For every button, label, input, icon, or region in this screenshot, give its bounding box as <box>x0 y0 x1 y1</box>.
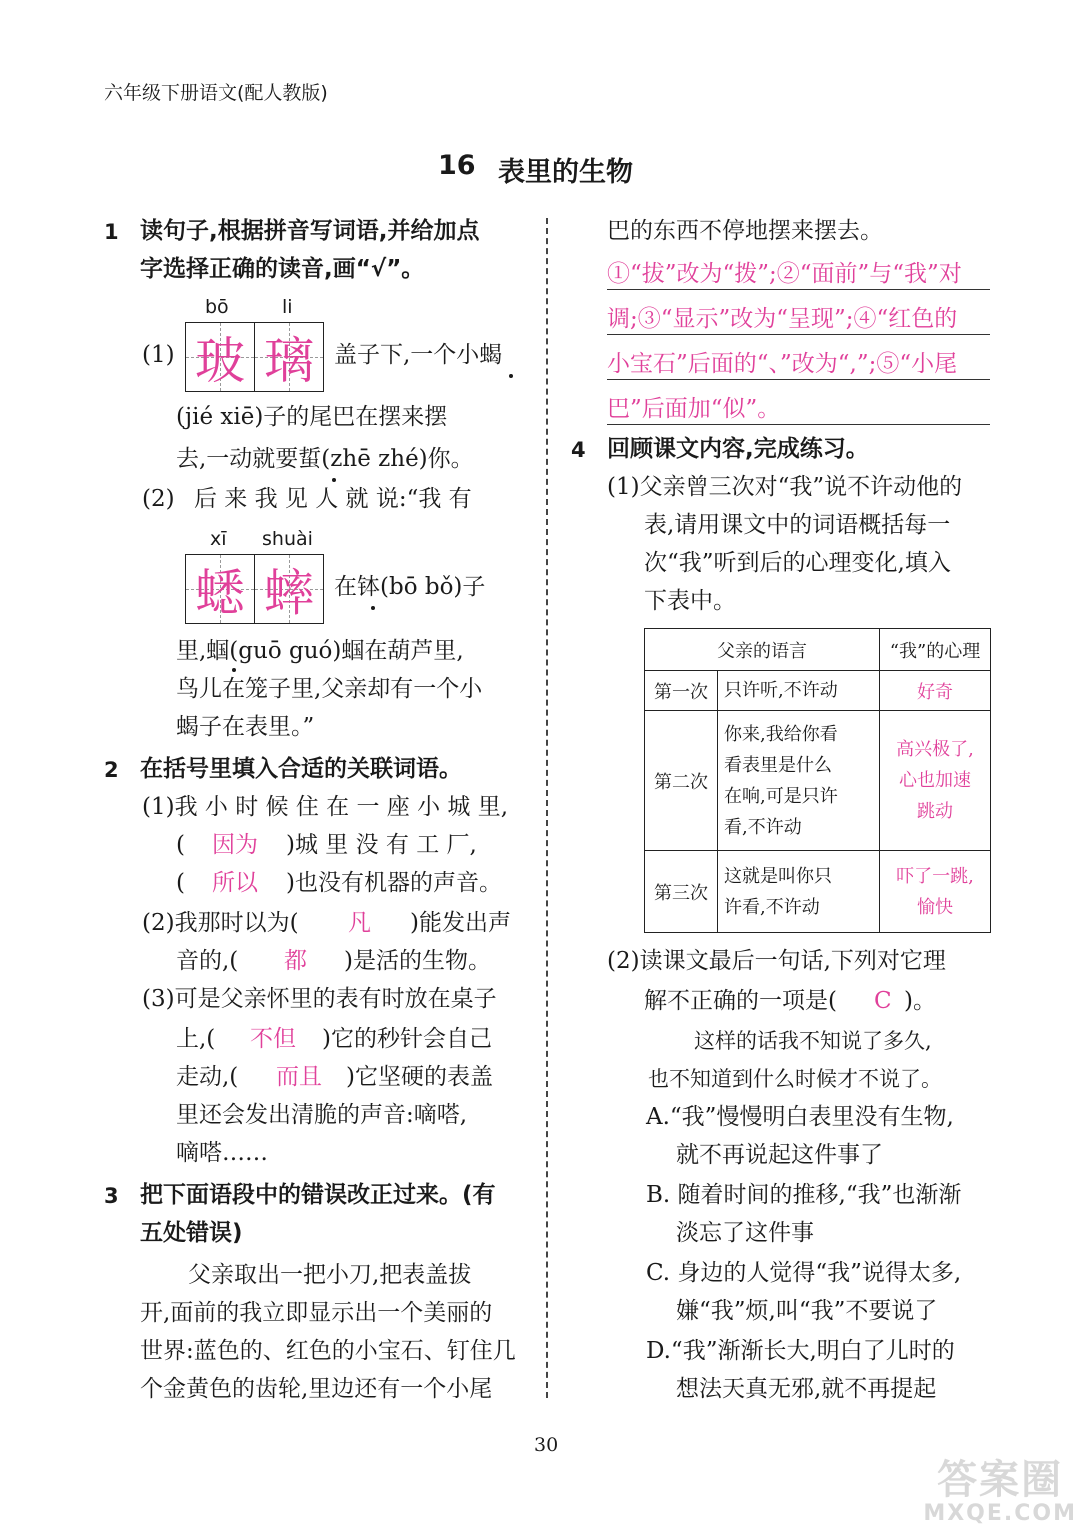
q4-s2-line2-head: 解不正确的一项是( <box>644 988 837 1014</box>
table-header-speech: 父亲的语言 <box>645 629 880 671</box>
q1-s2-line3: 里,蝈(guō guó)蝈在葫芦里, <box>176 638 464 664</box>
q2-s3-line2-tail: )它的秒针会自己 <box>322 1026 492 1052</box>
q1-s1-line2: (jié xiē)子的尾巴在摆来摆 <box>176 404 448 430</box>
option-d-line2: 想法天真无邪,就不再提起 <box>676 1376 937 1402</box>
answer-cell: 玻 <box>186 323 255 391</box>
q4-s1-line3: 次“我”听到后的心理变化,填入 <box>644 550 951 576</box>
q2-s1-paren-open-2: ( <box>176 870 185 896</box>
psychology-table <box>644 628 991 933</box>
q3-passage-line3: 世界:蓝色的、红色的小宝石、钉住几 <box>140 1338 516 1364</box>
lesson-title: 表里的生物 <box>498 157 633 188</box>
q3-passage-line2: 开,面前的我立即显示出一个美丽的 <box>140 1300 493 1326</box>
q1-s2-label: (2) <box>142 486 175 512</box>
q3-passage-line4: 个金黄色的齿轮,里边还有一个小尾 <box>140 1376 493 1402</box>
q1-s1-label: (1) <box>142 342 175 368</box>
option-b-line2: 淡忘了这件事 <box>676 1220 814 1246</box>
q2-s3-answer-1: 不但 <box>250 1026 296 1052</box>
table-row <box>645 711 991 851</box>
row-speech: 这就是叫你只 许看,不许动 <box>718 851 880 933</box>
lesson-number: 16 <box>438 150 476 181</box>
q1-s2-text: 在钵(bō bǒ)子 <box>334 574 486 600</box>
q2-s2-line1-tail: )能发出声 <box>410 910 511 936</box>
row-speech: 你来,我给你看 看表里是什么 在响,可是只许 看,不许动 <box>718 711 880 851</box>
row-answer: 好奇 <box>880 671 991 711</box>
emphasis-dot <box>509 374 513 378</box>
q2-s3-line1: (3)可是父亲怀里的表有时放在桌子 <box>142 986 497 1012</box>
q2-s3-line2-head: 上,( <box>176 1026 216 1052</box>
q1-s2-line5: 蝎子在表里。” <box>176 714 315 740</box>
q2-s2-line1-head: (2)我那时以为( <box>142 910 299 936</box>
q3-answer-line4: 巴”后面加“似”。 <box>607 396 781 422</box>
q3-number: 3 <box>104 1184 119 1208</box>
answer-underline <box>607 424 990 425</box>
q4-number: 4 <box>571 438 586 462</box>
q1-title-line1: 读句子,根据拼音写词语,并给加点 <box>140 218 480 244</box>
q4-s1-line2: 表,请用课文中的词语概括每一 <box>644 512 951 538</box>
q4-s1-line1: (1)父亲曾三次对“我”说不许动他的 <box>607 474 963 500</box>
option-d-line1: D.“我”渐渐长大,明白了儿时的 <box>646 1338 955 1364</box>
q1-s1-pinyin-2: li <box>282 296 293 318</box>
answer-cell: 蟀 <box>255 555 323 623</box>
q2-s1-answer-2: 所以 <box>212 870 258 896</box>
quote-line1: 这样的话我不知说了多久, <box>694 1029 932 1053</box>
answer-cell: 蟋 <box>186 555 255 623</box>
q2-s2-line2-head: 音的,( <box>176 948 239 974</box>
row-label: 第二次 <box>645 711 718 851</box>
q1-s1-answer-grid <box>185 322 324 392</box>
book-title: 六年级下册语文(配人教版) <box>104 82 328 104</box>
q3-answer-line3: 小宝石”后面的“、”改为“,”;⑤“小尾 <box>607 351 958 377</box>
q1-title-line2: 字选择正确的读音,画“√”。 <box>140 256 425 282</box>
q1-s2-pinyin-1: xī <box>210 528 227 550</box>
option-c-line2: 嫌“我”烦,叫“我”不要说了 <box>676 1298 938 1324</box>
q2-title: 在括号里填入合适的关联词语。 <box>140 756 462 782</box>
table-header-row <box>645 629 991 671</box>
q4-s2-answer: C <box>874 988 892 1014</box>
q1-s1-text: 盖子下,一个小蝎 <box>334 342 503 368</box>
q3-passage-line5: 巴的东西不停地摆来摆去。 <box>607 218 883 244</box>
row-answer: 高兴极了, 心也加速 跳动 <box>880 711 991 851</box>
q2-s2-answer-2: 都 <box>284 948 307 974</box>
q2-s1-tail-2: )也没有机器的声音。 <box>286 870 502 896</box>
quote-line2: 也不知道到什么时候才不说了。 <box>648 1067 942 1091</box>
watermark-logo: 答案圈 MXQE.COM <box>923 1457 1077 1526</box>
q3-answer-line1: ①“拔”改为“拨”;②“面前”与“我”对 <box>607 261 962 287</box>
q2-s3-line5: 嘀嗒…… <box>176 1140 268 1166</box>
q3-answer-line2: 调;③“显示”改为“呈现”;④“红色的 <box>607 306 958 332</box>
table-row <box>645 851 991 933</box>
q1-s2-pinyin-2: shuài <box>262 528 313 550</box>
answer-underline <box>607 379 990 380</box>
q4-s2-line2-tail: )。 <box>904 988 936 1014</box>
q1-s1-pinyin-1: bō <box>205 296 229 318</box>
option-a-line1: A.“我”慢慢明白表里没有生物, <box>646 1104 954 1130</box>
column-divider <box>546 218 548 1398</box>
table-header-feeling: “我”的心理 <box>880 629 991 671</box>
option-c-line1: C. 身边的人觉得“我”说得太多, <box>646 1260 962 1286</box>
q2-s1-answer-1: 因为 <box>212 832 258 858</box>
answer-cell: 璃 <box>255 323 323 391</box>
q2-s3-line3-head: 走动,( <box>176 1064 239 1090</box>
q4-title: 回顾课文内容,完成练习。 <box>607 436 869 462</box>
q4-s1-line4: 下表中。 <box>644 588 736 614</box>
q2-s3-line3-tail: )它坚硬的表盖 <box>346 1064 493 1090</box>
q4-s2-line1: (2)读课文最后一句话,下列对它理 <box>607 948 946 974</box>
q1-number: 1 <box>104 220 119 244</box>
option-a-line2: 就不再说起这件事了 <box>676 1142 883 1168</box>
q3-passage-line1: 父亲取出一把小刀,把表盖拔 <box>188 1262 472 1288</box>
q2-s3-answer-2: 而且 <box>276 1064 322 1090</box>
row-label: 第一次 <box>645 671 718 711</box>
q1-s1-line3: 去,一动就要蜇(zhē zhé)你。 <box>176 446 474 472</box>
answer-underline <box>607 289 990 290</box>
emphasis-dot <box>371 606 375 610</box>
q1-s2-line1: 后 来 我 见 人 就 说:“我 有 <box>194 486 472 512</box>
q2-s3-line4: 里还会发出清脆的声音:嘀嗒, <box>176 1102 468 1128</box>
q2-number: 2 <box>104 758 119 782</box>
row-speech: 只许听,不许动 <box>718 671 880 711</box>
row-answer: 吓了一跳, 愉快 <box>880 851 991 933</box>
option-b-line1: B. 随着时间的推移,“我”也渐渐 <box>646 1182 962 1208</box>
q2-s1-tail-1: )城 里 没 有 工 厂, <box>286 832 477 858</box>
table-row <box>645 671 991 711</box>
q2-s2-line2-tail: )是活的生物。 <box>344 948 491 974</box>
page-number: 30 <box>534 1434 559 1456</box>
q2-s1-line1: (1)我 小 时 候 住 在 一 座 小 城 里, <box>142 794 509 820</box>
q1-s2-answer-grid <box>185 554 324 624</box>
row-label: 第三次 <box>645 851 718 933</box>
q1-s2-line4: 鸟儿在笼子里,父亲却有一个小 <box>176 676 483 702</box>
answer-underline <box>607 334 990 335</box>
q2-s2-answer-1: 凡 <box>348 910 371 936</box>
q3-title-line2: 五处错误) <box>140 1220 243 1246</box>
q3-title-line1: 把下面语段中的错误改正过来。(有 <box>140 1182 496 1208</box>
q2-s1-paren-open: ( <box>176 832 185 858</box>
